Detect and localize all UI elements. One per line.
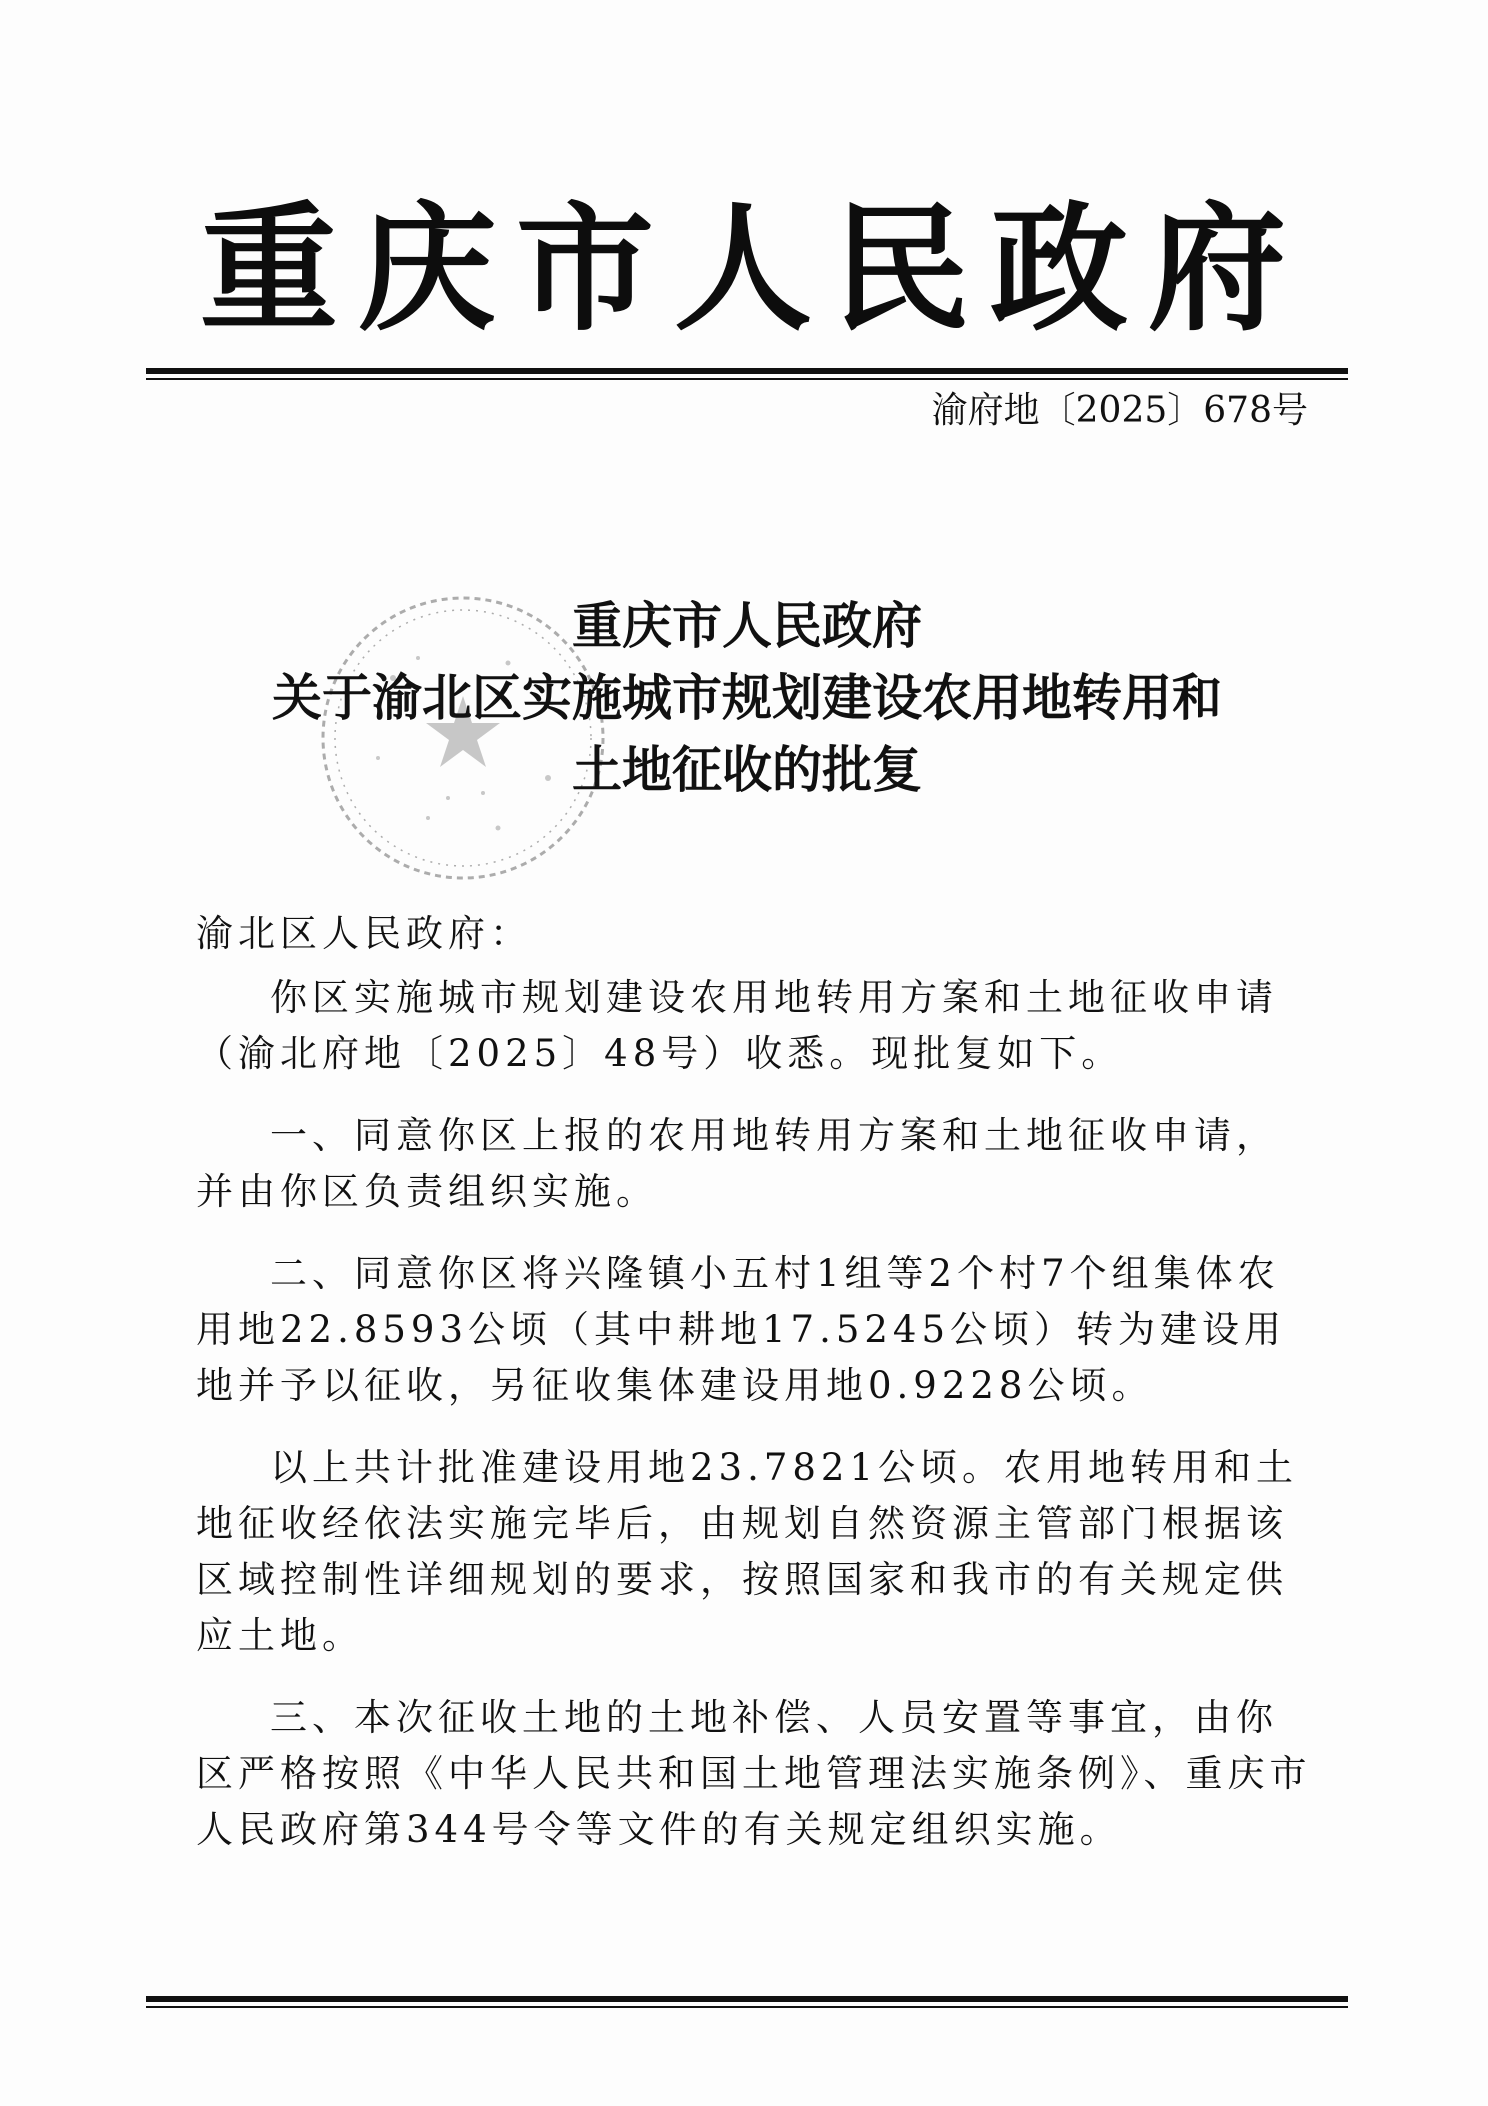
footer-rule-thin — [146, 2006, 1348, 2008]
title-line-3: 土地征收的批复 — [572, 740, 922, 799]
addressee: 渝北区人民政府： — [196, 912, 532, 955]
footer-rule-thick — [146, 1996, 1348, 2002]
document-number: 渝府地〔2025〕678号 — [931, 390, 1308, 431]
paragraph: 你区实施城市规划建设农用地转用方案和土地征收申请（渝北府地〔2025〕48号）收悉。现批复如下。 — [196, 976, 1278, 1075]
title-line-1: 重庆市人民政府 — [572, 596, 922, 655]
paragraph: 以上共计批准建设用地23.7821公顷。农用地转用和土地征收经依法实施完毕后，由规划自然资源主管部门根据该区域控制性详细规划的要求，按照国家和我市的有关规定供应土地。 — [196, 1446, 1299, 1657]
title-line-2: 关于渝北区实施城市规划建设农用地转用和 — [272, 668, 1222, 727]
masthead-rule-thick — [146, 368, 1348, 374]
body-paragraphs — [196, 970, 1316, 1884]
paragraph: 三、本次征收土地的土地补偿、人员安置等事宜，由你区严格按照《中华人民共和国土地管理法实施条例》、重庆市人民政府第344号令等文件的有关规定组织实施。 — [196, 1696, 1312, 1851]
paragraph: 二、同意你区将兴隆镇小五村1组等2个村7个组集体农用地22.8593公顷（其中耕地17.5245公顷）转为建设用地并予以征收，另征收集体建设用地0.9228公顷。 — [196, 1252, 1287, 1407]
masthead-rule-thin — [146, 378, 1348, 380]
masthead: 重庆市人民政府 — [200, 189, 1307, 350]
paragraph: 一、同意你区上报的农用地转用方案和土地征收申请，并由你区负责组织实施。 — [196, 1114, 1278, 1213]
